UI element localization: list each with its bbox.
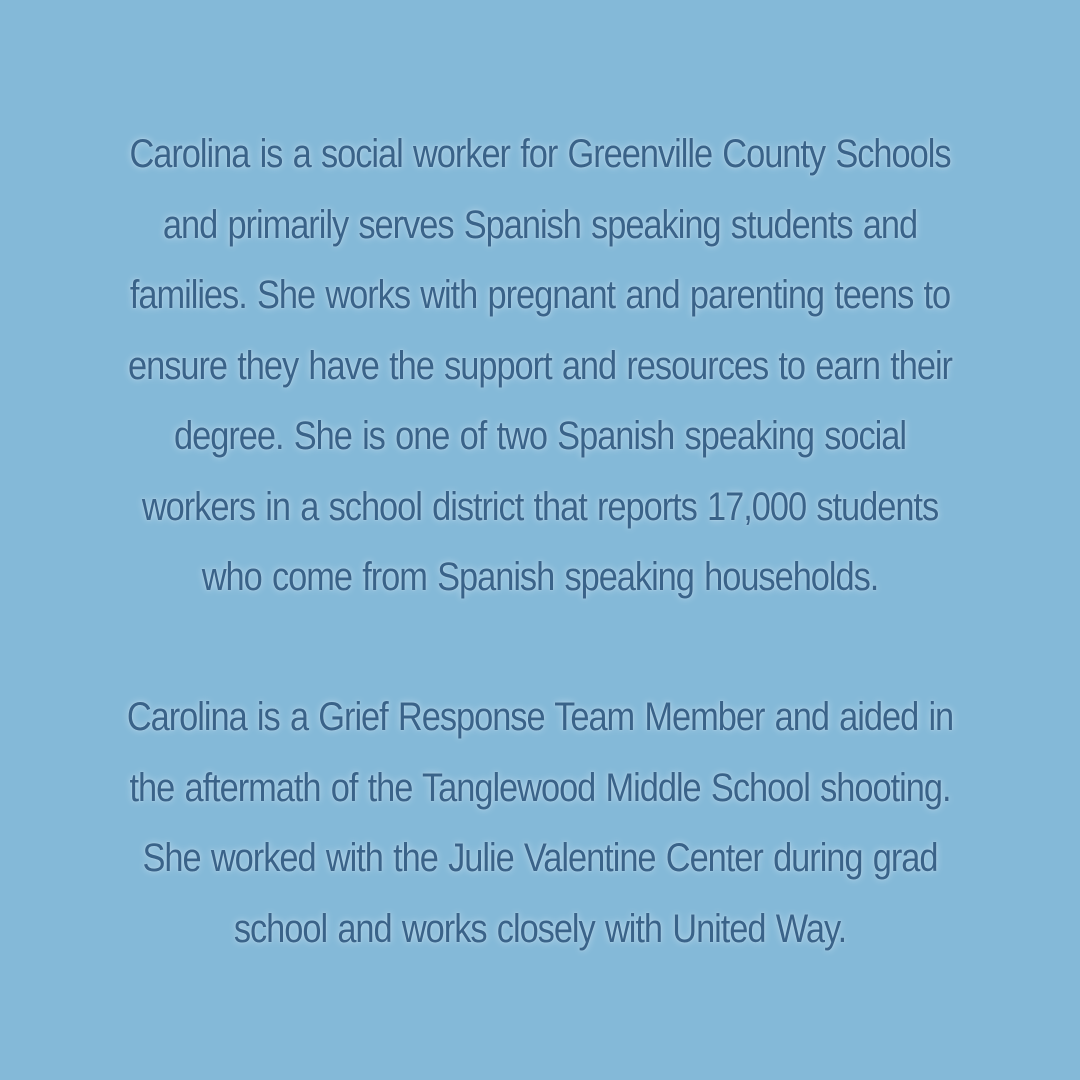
bio-paragraph-1-line-7: who come from Spanish speaking households. (201, 555, 879, 599)
bio-paragraph-1-line-5: degree. She is one of two Spanish speaking social (174, 414, 906, 458)
bio-paragraph-2 (95, 682, 986, 964)
bio-paragraph-2-line-2: the aftermath of the Tanglewood Middle School shooting. (129, 765, 951, 810)
bio-paragraph-1-line-6: workers in a school district that reports 17,000 students (141, 484, 939, 529)
bio-paragraph-2-line-3: She worked with the Julie Valentine Center during grad (142, 836, 938, 880)
bio-paragraph-1-line-2: and primarily serves Spanish speaking students and (162, 202, 918, 247)
bio-paragraph-1-line-3: families. She works with pregnant and parenting teens to (129, 273, 951, 317)
bio-paragraph-1 (95, 119, 986, 613)
bio-paragraph-2-line-1: Carolina is a Grief Response Team Member and aided in (126, 695, 954, 739)
bio-paragraph-1-line-4: ensure they have the support and resources to earn their (128, 343, 952, 388)
bio-paragraph-1-line-1: Carolina is a social worker for Greenville County Schools (129, 132, 951, 176)
bio-paragraph-2-line-4: school and works closely with United Way. (233, 906, 847, 951)
